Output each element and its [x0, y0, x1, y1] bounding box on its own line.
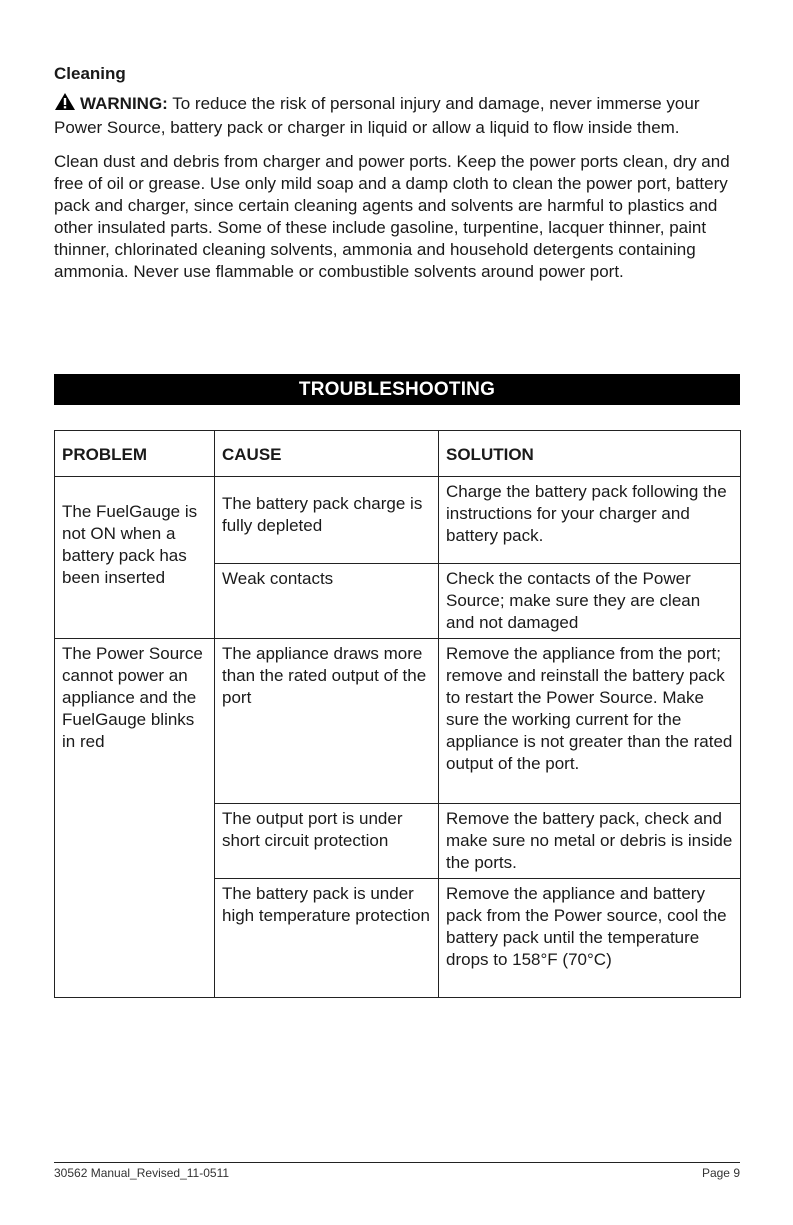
warning-paragraph — [54, 92, 740, 139]
warning-label: WARNING: — [80, 94, 168, 113]
solution-cell: Check the contacts of the Power Source; make sure they are clean and not damaged — [439, 564, 741, 639]
document-id: 30562 Manual_Revised_11-0511 — [54, 1166, 230, 1180]
cleaning-section — [54, 62, 740, 283]
page-number: Page 9 — [701, 1166, 740, 1180]
cause-cell: The battery pack is under high temperature protection — [215, 879, 439, 998]
cleaning-heading: Cleaning — [54, 64, 126, 83]
problem-cell: The FuelGauge is not ON when a battery pack has been inserted — [55, 477, 215, 639]
solution-cell: Remove the battery pack, check and make sure no metal or debris is inside the ports. — [439, 804, 741, 879]
header-solution: SOLUTION — [439, 431, 741, 477]
troubleshooting-banner: TROUBLESHOOTING — [54, 374, 740, 405]
solution-cell: Remove the appliance from the port; remove and reinstall the battery pack to restart the Power Source. Make sure the working current for the appliance is not greater than the rated output of the port. — [439, 639, 741, 804]
table-row — [55, 477, 741, 564]
warning-text: To reduce the risk of personal injury and damage, never immerse your Power Source, battery pack or charger in liquid or allow a liquid to flow inside them. — [54, 94, 700, 137]
cause-cell: The battery pack charge is fully depleted — [215, 477, 439, 564]
table-header-row — [55, 431, 741, 477]
cause-cell: The output port is under short circuit protection — [215, 804, 439, 879]
warning-triangle-icon — [54, 92, 76, 117]
page-footer — [54, 1162, 740, 1180]
solution-cell: Charge the battery pack following the instructions for your charger and battery pack. — [439, 477, 741, 564]
cleaning-body: Clean dust and debris from charger and power ports. Keep the power ports clean, dry and free of oil or grease. Use only mild soap and a damp cloth to clean the power port, battery pack and charger, since certain cleaning agents and solvents are harmful to plastics and other insulated parts. Some of these include gasoline, turpentine, lacquer thinner, paint thinner, chlorinated cleaning solvents, ammonia and household detergents containing ammonia. Never use flammable or combustible solvents around power port. — [54, 152, 730, 281]
problem-cell: The Power Source cannot power an appliance and the FuelGauge blinks in red — [55, 639, 215, 998]
solution-cell: Remove the appliance and battery pack from the Power source, cool the battery pack until the temperature drops to 158°F (70°C) — [439, 879, 741, 998]
table-row — [55, 639, 741, 804]
header-cause: CAUSE — [215, 431, 439, 477]
cause-cell: The appliance draws more than the rated output of the port — [215, 639, 439, 804]
troubleshooting-table — [54, 430, 741, 998]
cause-cell: Weak contacts — [215, 564, 439, 639]
header-problem: PROBLEM — [55, 431, 215, 477]
